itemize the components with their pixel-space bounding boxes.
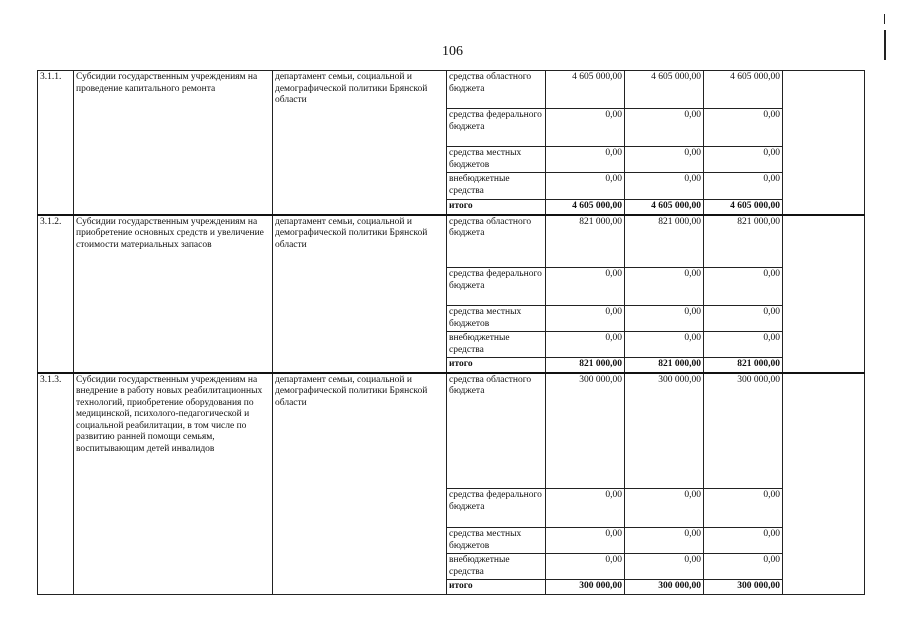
funding-source: средства местных бюджетов <box>447 306 546 332</box>
empty-cell <box>783 215 865 373</box>
total-amount: 4 605 000,00 <box>625 200 704 215</box>
amount-cell: 0,00 <box>625 554 704 580</box>
amount-cell: 0,00 <box>704 489 783 528</box>
amount-cell: 0,00 <box>625 489 704 528</box>
amount-cell: 0,00 <box>625 173 704 200</box>
amount-cell: 0,00 <box>625 147 704 173</box>
funding-source: внебюджетные средства <box>447 554 546 580</box>
amount-cell: 0,00 <box>546 489 625 528</box>
page-number: 106 <box>442 44 463 59</box>
amount-cell: 0,00 <box>704 109 783 147</box>
amount-cell: 0,00 <box>625 332 704 358</box>
amount-cell: 0,00 <box>546 554 625 580</box>
scan-edge-mark <box>884 14 885 24</box>
amount-cell: 0,00 <box>625 109 704 147</box>
amount-cell: 300 000,00 <box>546 373 625 489</box>
table-row <box>38 215 865 268</box>
section-executor: департамент семьи, социальной и демографической политики Брянской области <box>273 373 447 595</box>
section-code: 3.1.1. <box>38 71 74 215</box>
amount-cell: 0,00 <box>546 528 625 554</box>
funding-source: внебюджетные средства <box>447 332 546 358</box>
amount-cell: 0,00 <box>546 147 625 173</box>
amount-cell: 300 000,00 <box>625 373 704 489</box>
section-title: Субсидии государственным учреждениям на внедрение в работу новых реабилитационных технологий, приобретение оборудования по медицинской, психолого-педагогической и социальной реабилитации, в том числе по развитию ранней помощи семьям, воспитывающим детей инвалидов <box>74 373 273 595</box>
total-amount: 300 000,00 <box>625 580 704 595</box>
amount-cell: 0,00 <box>704 332 783 358</box>
amount-cell: 0,00 <box>625 306 704 332</box>
total-amount: 4 605 000,00 <box>704 200 783 215</box>
empty-cell <box>783 373 865 595</box>
amount-cell: 0,00 <box>704 147 783 173</box>
amount-cell: 0,00 <box>546 268 625 306</box>
amount-cell: 0,00 <box>704 173 783 200</box>
amount-cell: 0,00 <box>704 268 783 306</box>
table-row <box>38 373 865 489</box>
amount-cell: 300 000,00 <box>704 373 783 489</box>
funding-source: средства местных бюджетов <box>447 528 546 554</box>
amount-cell: 0,00 <box>546 173 625 200</box>
section-executor: департамент семьи, социальной и демографической политики Брянской области <box>273 215 447 373</box>
total-label: итого <box>447 200 546 215</box>
amount-cell: 4 605 000,00 <box>546 71 625 109</box>
amount-cell: 0,00 <box>704 306 783 332</box>
section-code: 3.1.3. <box>38 373 74 595</box>
section-title: Субсидии государственным учреждениям на приобретение основных средств и увеличение стоимости материальных запасов <box>74 215 273 373</box>
amount-cell: 821 000,00 <box>546 215 625 268</box>
funding-source: внебюджетные средства <box>447 173 546 200</box>
amount-cell: 0,00 <box>704 528 783 554</box>
amount-cell: 821 000,00 <box>704 215 783 268</box>
total-amount: 300 000,00 <box>704 580 783 595</box>
amount-cell: 0,00 <box>625 528 704 554</box>
amount-cell: 0,00 <box>704 554 783 580</box>
total-label: итого <box>447 580 546 595</box>
funding-source: средства местных бюджетов <box>447 147 546 173</box>
total-amount: 821 000,00 <box>546 358 625 373</box>
total-amount: 821 000,00 <box>704 358 783 373</box>
budget-table <box>37 70 865 595</box>
funding-source: средства федерального бюджета <box>447 268 546 306</box>
section-executor: департамент семьи, социальной и демографической политики Брянской области <box>273 71 447 215</box>
amount-cell: 0,00 <box>546 332 625 358</box>
section-code: 3.1.2. <box>38 215 74 373</box>
total-label: итого <box>447 358 546 373</box>
empty-cell <box>783 71 865 215</box>
funding-source: средства областного бюджета <box>447 373 546 489</box>
funding-source: средства федерального бюджета <box>447 489 546 528</box>
amount-cell: 4 605 000,00 <box>625 71 704 109</box>
amount-cell: 0,00 <box>625 268 704 306</box>
table-row <box>38 71 865 109</box>
total-amount: 300 000,00 <box>546 580 625 595</box>
amount-cell: 0,00 <box>546 306 625 332</box>
section-title: Субсидии государственным учреждениям на проведение капитального ремонта <box>74 71 273 215</box>
amount-cell: 821 000,00 <box>625 215 704 268</box>
funding-source: средства областного бюджета <box>447 71 546 109</box>
total-amount: 4 605 000,00 <box>546 200 625 215</box>
amount-cell: 4 605 000,00 <box>704 71 783 109</box>
amount-cell: 0,00 <box>546 109 625 147</box>
funding-source: средства федерального бюджета <box>447 109 546 147</box>
funding-source: средства областного бюджета <box>447 215 546 268</box>
total-amount: 821 000,00 <box>625 358 704 373</box>
scan-edge-mark <box>884 30 886 60</box>
